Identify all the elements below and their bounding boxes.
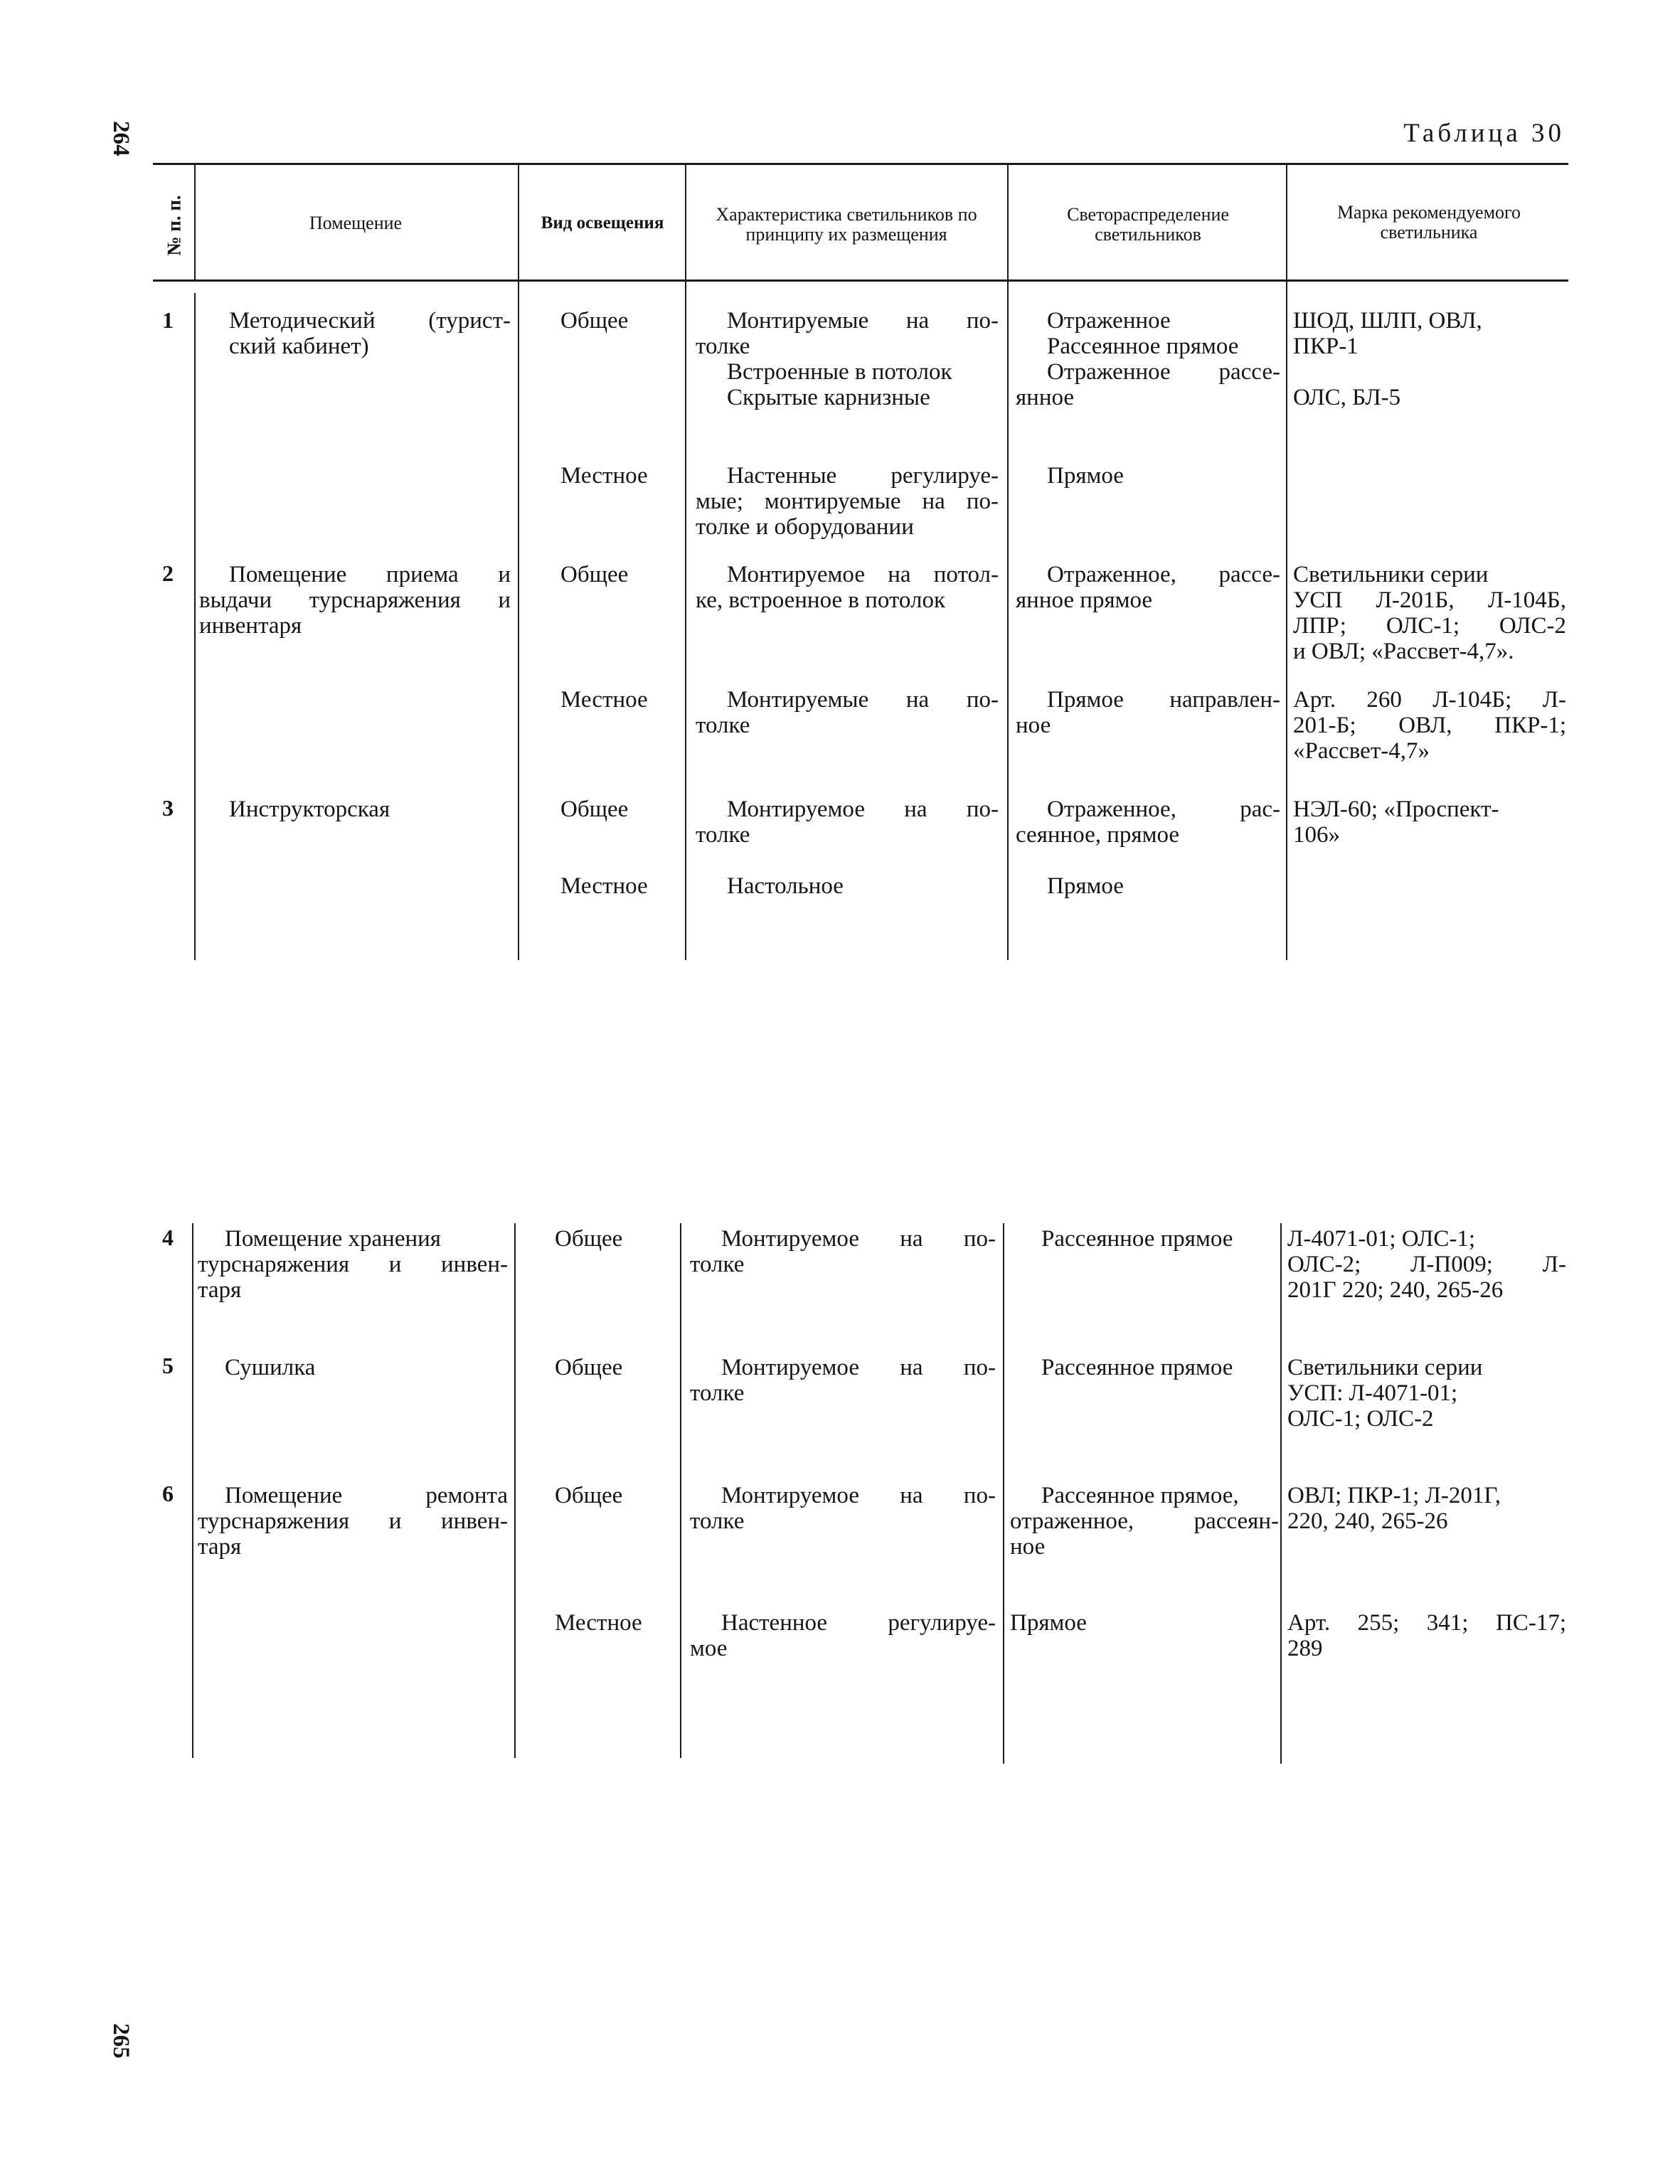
lighting-type: Местное: [560, 873, 648, 899]
char-line: Монтируемое на потол-: [727, 562, 999, 587]
room-line: ский кабинет): [229, 334, 369, 359]
col-divider: [1286, 165, 1287, 279]
light-distribution: [1016, 687, 1280, 738]
room-name: Инструкторская: [229, 797, 390, 822]
lighting-type: Общее: [560, 797, 629, 822]
lighting-type: Общее: [560, 308, 629, 334]
col-divider: [680, 1223, 681, 1758]
brand-line: Арт. 255; 341; ПС-17;: [1287, 1610, 1566, 1636]
lighting-type: Общее: [555, 1226, 623, 1252]
light-distribution: [1016, 562, 1280, 613]
dist-line: Отраженное, рас-: [1047, 797, 1280, 822]
dist-line: Отраженное, рассе-: [1047, 562, 1280, 587]
light-distribution: [1016, 308, 1280, 410]
light-distribution: Прямое: [1047, 463, 1124, 489]
room-line: выдачи турснаряжения и: [199, 587, 511, 613]
col-divider: [514, 1223, 516, 1758]
col-divider: [518, 282, 519, 960]
char-line: толке: [696, 334, 750, 359]
fixture-characteristic: [696, 308, 999, 410]
col-divider: [194, 293, 196, 960]
row-number: 2: [162, 560, 174, 586]
row-number: 6: [162, 1481, 174, 1506]
recommended-brand: [1287, 1610, 1566, 1661]
col-divider: [1286, 282, 1287, 960]
recommended-brand: [1287, 1483, 1566, 1534]
room-line: Помещение приема и: [229, 562, 511, 587]
char-line: толке: [690, 1508, 745, 1534]
fixture-characteristic: [690, 1355, 996, 1406]
brand-line: «Рассвет-4,7»: [1293, 738, 1430, 764]
brand-line: 220, 240, 265-26: [1287, 1508, 1448, 1534]
col-divider: [1003, 1223, 1004, 1764]
header-dist: Светораспределение светильников: [1067, 204, 1229, 245]
recommended-brand: [1293, 308, 1566, 410]
row-number: 5: [162, 1353, 174, 1378]
header-num: [155, 186, 193, 265]
header-char: Характеристика светильников по принципу их размещения: [716, 204, 977, 245]
brand-line: НЭЛ-60; «Проспект-: [1293, 797, 1499, 822]
room-name: [199, 562, 511, 639]
char-line: толке и оборудовании: [696, 514, 914, 540]
dist-line: Отраженное рассе-: [1047, 359, 1280, 385]
char-line: толке: [690, 1380, 745, 1406]
char-line: Монтируемое на по-: [721, 1483, 996, 1508]
char-line: толке: [690, 1252, 745, 1277]
dist-line: Рассеянное прямое: [1047, 334, 1239, 359]
header-brand: Марка рекомендуемого светильника: [1336, 202, 1521, 243]
col-divider: [1280, 1223, 1282, 1764]
brand-line: Светильники серии: [1293, 562, 1489, 587]
brand-line: ЛПР; ОЛС-1; ОЛС-2: [1293, 613, 1566, 639]
col-divider: [685, 165, 686, 279]
room-line: инвентаря: [199, 613, 302, 639]
header-room: Помещение: [309, 213, 403, 233]
lighting-type: Местное: [560, 687, 648, 713]
brand-line: ШОД, ШЛП, ОВЛ,: [1293, 308, 1482, 334]
recommended-brand: [1293, 562, 1566, 664]
room-line: Помещение ремонта: [225, 1483, 508, 1508]
row-number: 4: [162, 1225, 174, 1250]
fixture-characteristic: [696, 797, 999, 848]
char-line: мые; монтируемые на по-: [696, 489, 999, 514]
brand-line: ПКР-1: [1293, 334, 1359, 359]
char-line: мое: [690, 1636, 728, 1661]
char-line: Монтируемое на по-: [721, 1226, 996, 1252]
brand-line: ОЛС, БЛ-5: [1293, 385, 1401, 410]
recommended-brand: [1287, 1226, 1566, 1303]
col-divider: [518, 165, 519, 279]
room-line: Методический (турист-: [229, 308, 511, 334]
col-divider: [1007, 165, 1009, 279]
brand-line: 201Г 220; 240, 265-26: [1287, 1277, 1504, 1303]
dist-line: сеянное, прямое: [1016, 822, 1180, 848]
room-name: Сушилка: [225, 1355, 316, 1380]
col-divider: [192, 1223, 193, 1758]
recommended-brand: [1293, 687, 1566, 764]
char-line: Монтируемые на по-: [727, 687, 999, 713]
table-top-rule: [153, 163, 1568, 165]
lighting-type: Местное: [555, 1610, 642, 1636]
brand-line: Светильники серии: [1287, 1355, 1483, 1380]
fixture-characteristic: [690, 1610, 996, 1661]
brand-line: 289: [1287, 1636, 1323, 1661]
dist-line: ное: [1010, 1534, 1046, 1560]
col-divider: [194, 165, 196, 279]
char-line: Настенные регулируе-: [727, 463, 999, 489]
col-divider: [1007, 282, 1009, 960]
header-bottom-rule: [153, 279, 1568, 282]
room-name: [198, 1226, 508, 1303]
room-line: Помещение хранения: [225, 1226, 441, 1252]
recommended-brand: [1293, 797, 1566, 848]
lighting-type: Общее: [560, 562, 629, 587]
fixture-characteristic: [696, 463, 999, 540]
char-line: Монтируемое на по-: [727, 797, 999, 822]
dist-line: отраженное, рассеян-: [1010, 1508, 1279, 1534]
brand-line: ОЛС-1; ОЛС-2: [1287, 1406, 1434, 1432]
recommended-brand: [1287, 1355, 1566, 1432]
lighting-type: Местное: [560, 463, 648, 489]
dist-line: янное: [1016, 385, 1075, 410]
room-name: [229, 308, 511, 359]
brand-line: УСП Л-201Б, Л-104Б,: [1293, 587, 1566, 613]
brand-line: 201-Б; ОВЛ, ПКР-1;: [1293, 713, 1566, 738]
char-line: Встроенные в потолок: [727, 359, 952, 385]
dist-line: Отраженное: [1047, 308, 1171, 334]
char-line: Скрытые карнизные: [727, 385, 930, 410]
page-number-bottom: 265: [108, 2023, 134, 2059]
row-number: 1: [162, 307, 174, 333]
light-distribution: Рассеянное прямое: [1041, 1355, 1233, 1380]
dist-line: ное: [1016, 713, 1051, 738]
brand-line: 106»: [1293, 822, 1340, 848]
room-line: таря: [198, 1534, 242, 1560]
fixture-characteristic: [696, 562, 999, 613]
brand-line: и ОВЛ; «Рассвет-4,7».: [1293, 639, 1514, 664]
col-divider: [685, 282, 686, 960]
fixture-characteristic: [696, 687, 999, 738]
dist-line: Рассеянное прямое,: [1041, 1483, 1239, 1508]
brand-line: ОВЛ; ПКР-1; Л-201Г,: [1287, 1483, 1501, 1508]
light-distribution: Прямое: [1047, 873, 1124, 899]
fixture-characteristic: Настольное: [727, 873, 844, 899]
char-line: ке, встроенное в потолок: [696, 587, 945, 613]
char-line: толке: [696, 822, 750, 848]
room-name: [198, 1483, 508, 1560]
light-distribution: Прямое: [1010, 1610, 1087, 1636]
char-line: толке: [696, 713, 750, 738]
char-line: Настенное регулируе-: [721, 1610, 996, 1636]
room-line: турснаряжения и инвен-: [198, 1508, 508, 1534]
row-number: 3: [162, 795, 174, 821]
fixture-characteristic: [690, 1483, 996, 1534]
table-title: Таблица 30: [1403, 119, 1565, 148]
fixture-characteristic: [690, 1226, 996, 1277]
header-num-label: № п. п.: [163, 195, 185, 256]
dist-line: Прямое направлен-: [1047, 687, 1280, 713]
light-distribution: Рассеянное прямое: [1041, 1226, 1233, 1252]
dist-line: янное прямое: [1016, 587, 1153, 613]
light-distribution: [1016, 797, 1280, 848]
lighting-type: Общее: [555, 1483, 623, 1508]
brand-line: ОЛС-2; Л-П009; Л-: [1287, 1252, 1566, 1277]
brand-line: Арт. 260 Л-104Б; Л-: [1293, 687, 1566, 713]
header-type: Вид освещения: [541, 213, 664, 233]
light-distribution: [1010, 1483, 1279, 1560]
room-line: таря: [198, 1277, 242, 1303]
brand-line: Л-4071-01; ОЛС-1;: [1287, 1226, 1476, 1252]
char-line: Монтируемое на по-: [721, 1355, 996, 1380]
brand-line: УСП: Л-4071-01;: [1287, 1380, 1458, 1406]
page-number-top: 264: [108, 121, 134, 156]
lighting-type: Общее: [555, 1355, 623, 1380]
char-line: Монтируемые на по-: [727, 308, 999, 334]
room-line: турснаряжения и инвен-: [198, 1252, 508, 1277]
